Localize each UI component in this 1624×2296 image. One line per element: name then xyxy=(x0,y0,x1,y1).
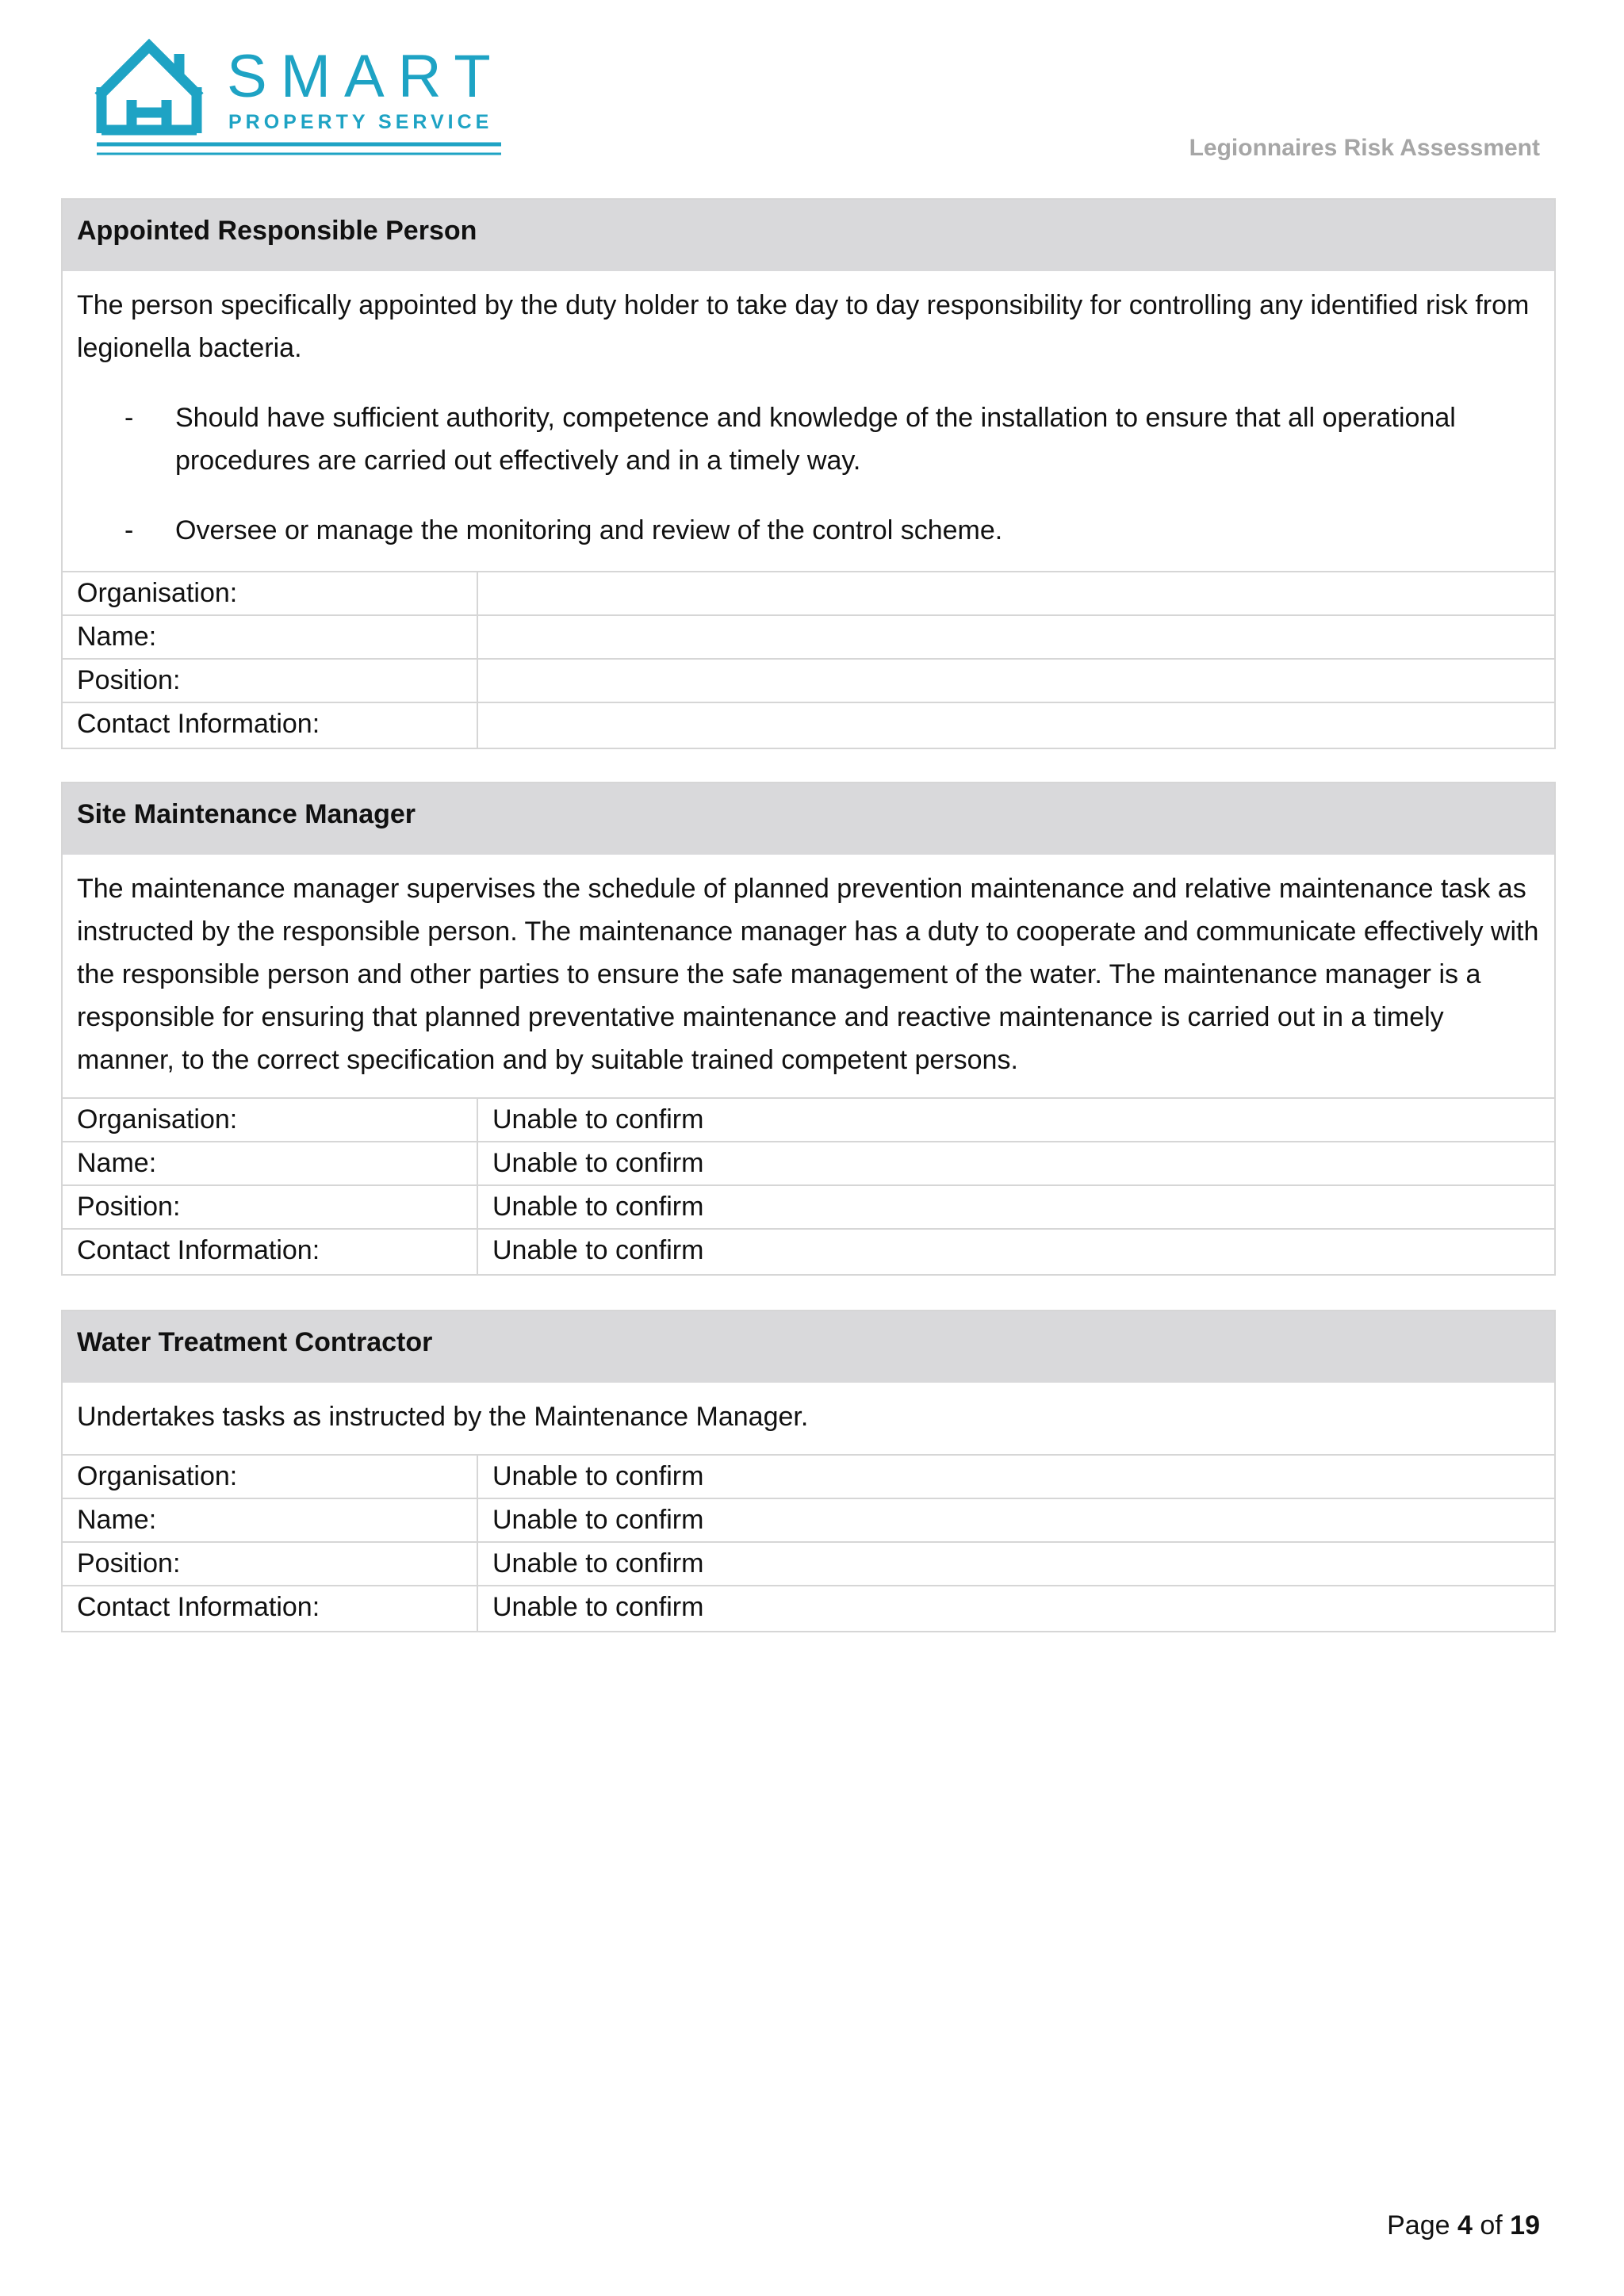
field-label: Name: xyxy=(63,1499,478,1541)
table-row xyxy=(63,1230,1554,1274)
field-label: Organisation: xyxy=(63,1099,478,1141)
section-water-treatment-contractor xyxy=(61,1310,1556,1632)
table-row xyxy=(63,703,1554,748)
field-label: Contact Information: xyxy=(63,1586,478,1631)
description-text: The person specifically appointed by the duty holder to take day to day responsibility for controlling any identified risk from legionella bacteria. xyxy=(77,290,1530,363)
brand-name: SMART xyxy=(227,43,504,110)
field-label: Name: xyxy=(63,616,478,658)
brand-tagline: PROPERTY SERVICE xyxy=(228,111,493,133)
field-value xyxy=(478,616,1554,658)
field-label: Position: xyxy=(63,660,478,702)
house-logo-icon xyxy=(92,36,504,162)
description-text: The maintenance manager supervises the schedule of planned prevention maintenance and relative maintenance task as instructed by the responsible person. The maintenance manager has a duty to cooperate and communicate effectively with the responsible person and other parties to ensure the safe management of the water. The maintenance manager is a responsible for ensuring that planned preventative maintenance and reactive maintenance is carried out in a timely manner, to the correct specification and by suitable trained competent persons. xyxy=(77,874,1539,1075)
table-row xyxy=(63,1543,1554,1586)
company-logo xyxy=(92,36,504,162)
field-value xyxy=(478,703,1554,748)
total-pages: 19 xyxy=(1510,2210,1540,2241)
page-number xyxy=(1387,2210,1540,2241)
field-value: Unable to confirm xyxy=(492,1104,704,1135)
section-description xyxy=(63,271,1554,572)
bullet-list xyxy=(77,396,1540,552)
section-description xyxy=(63,855,1554,1099)
page-of: of xyxy=(1480,2210,1503,2241)
section-description xyxy=(63,1383,1554,1456)
list-item: - Oversee or manage the monitoring and review of the control scheme. xyxy=(124,515,1003,545)
table-row xyxy=(63,1099,1554,1142)
field-value: Unable to confirm xyxy=(492,1592,704,1622)
current-page: 4 xyxy=(1457,2210,1473,2241)
table-row xyxy=(63,1142,1554,1186)
table-row xyxy=(63,616,1554,660)
table-row xyxy=(63,1186,1554,1230)
field-label: Contact Information: xyxy=(63,1230,478,1274)
section-appointed-responsible-person xyxy=(61,198,1556,749)
table-row xyxy=(63,1499,1554,1543)
document-title: Legionnaires Risk Assessment xyxy=(1189,135,1540,161)
field-value: Unable to confirm xyxy=(492,1148,704,1178)
field-value: Unable to confirm xyxy=(492,1548,704,1578)
field-label: Name: xyxy=(63,1142,478,1184)
section-site-maintenance-manager xyxy=(61,782,1556,1276)
page-prefix: Page xyxy=(1387,2210,1450,2241)
field-value: Unable to confirm xyxy=(492,1192,704,1222)
list-item: - Should have sufficient authority, competence and knowledge of the installation to ensure that all operational procedures are carried out effectively and in a timely way. xyxy=(124,403,1456,476)
section-title: Appointed Responsible Person xyxy=(63,200,1554,271)
table-row xyxy=(63,1586,1554,1631)
table-row xyxy=(63,1456,1554,1499)
field-label: Contact Information: xyxy=(63,703,478,748)
table-row xyxy=(63,660,1554,703)
field-value xyxy=(478,660,1554,702)
table-row xyxy=(63,572,1554,616)
field-label: Organisation: xyxy=(63,1456,478,1498)
field-value: Unable to confirm xyxy=(492,1461,704,1491)
description-text: Undertakes tasks as instructed by the Maintenance Manager. xyxy=(77,1402,809,1432)
field-label: Organisation: xyxy=(63,572,478,614)
section-title: Water Treatment Contractor xyxy=(63,1311,1554,1383)
field-label: Position: xyxy=(63,1543,478,1585)
field-value: Unable to confirm xyxy=(492,1235,704,1265)
field-value: Unable to confirm xyxy=(492,1505,704,1535)
field-label: Position: xyxy=(63,1186,478,1228)
section-title: Site Maintenance Manager xyxy=(63,783,1554,855)
field-value xyxy=(478,572,1554,614)
